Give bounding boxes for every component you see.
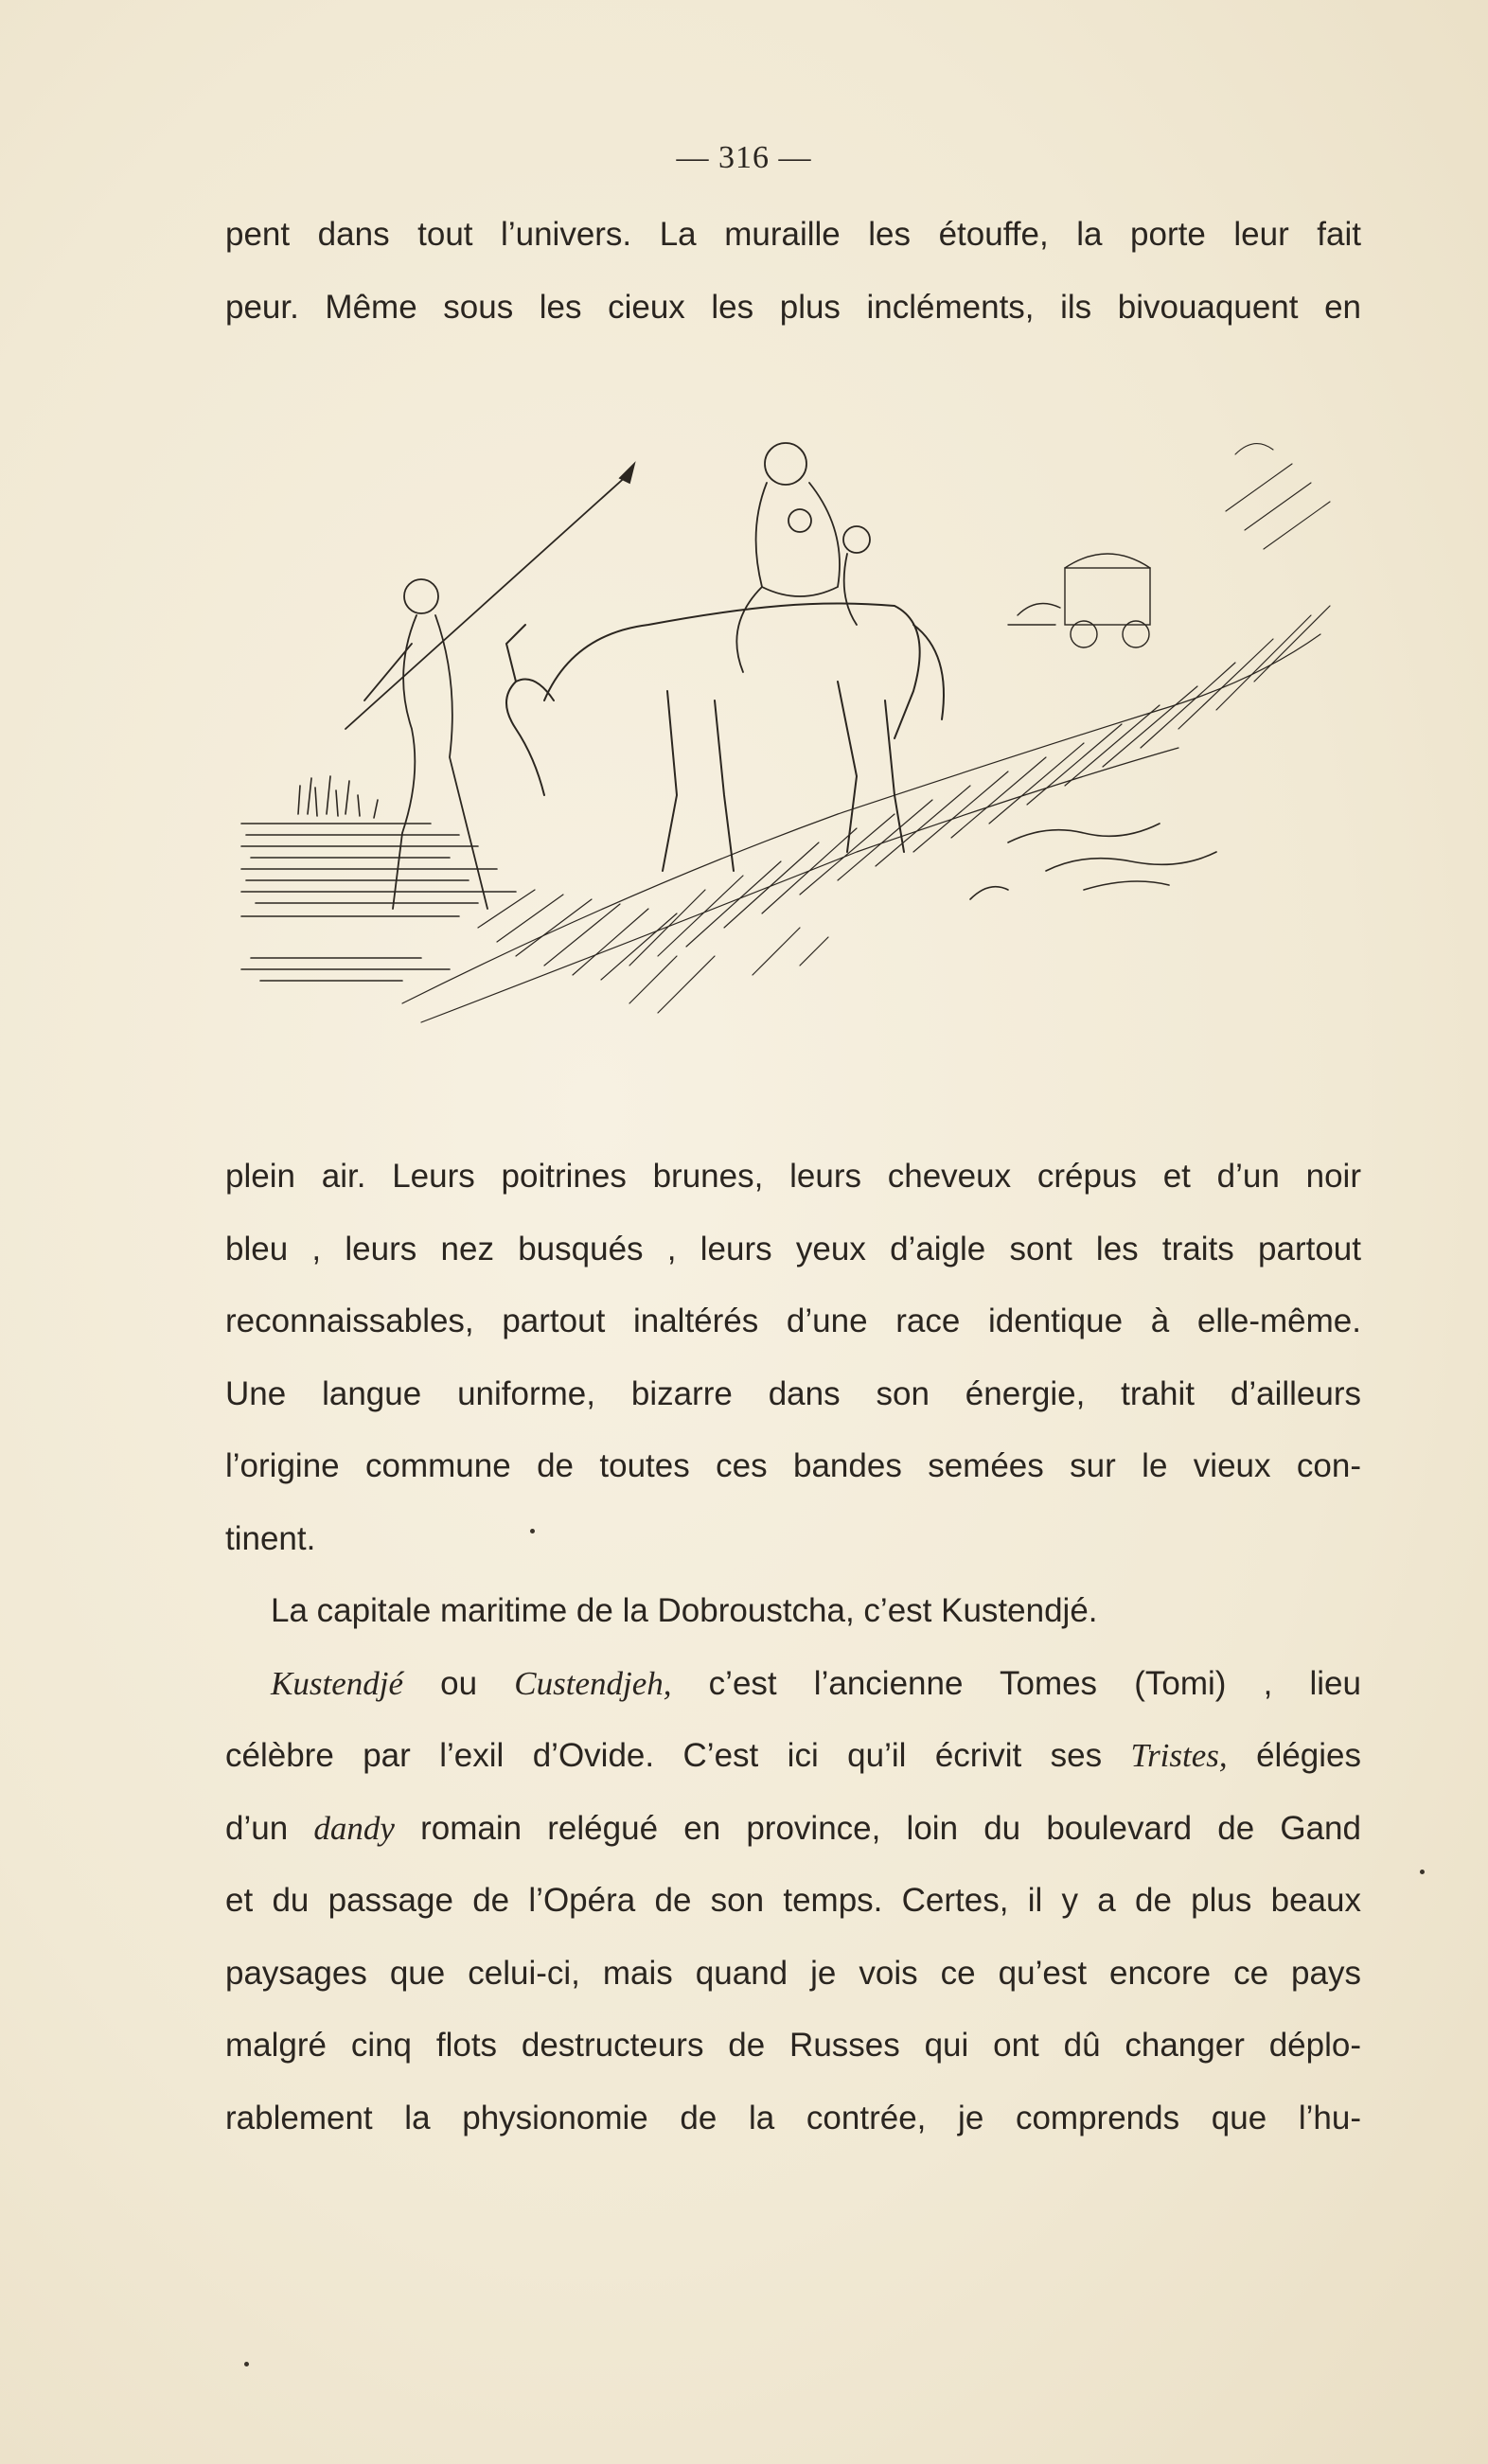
italic-word: Custendjeh, bbox=[514, 1664, 672, 1702]
text-fragment: c’est l’ancienne Tomes (Tomi) , lieu bbox=[671, 1664, 1361, 1702]
hill-hatching bbox=[402, 606, 1330, 1022]
text-line: l’origine commune de toutes ces bandes semées sur le vieux con- bbox=[225, 1447, 1361, 1484]
text-fragment: élégies bbox=[1227, 1737, 1362, 1774]
text-line: reconnaissables, partout inaltérés d’une race identique à elle-même. bbox=[225, 1303, 1361, 1339]
reeds bbox=[298, 776, 378, 818]
ink-speck bbox=[1420, 1870, 1425, 1874]
page-number: — 316 — bbox=[676, 140, 812, 175]
text-line: La capitale maritime de la Dobroustcha, c’est Kustendjé. bbox=[271, 1592, 1098, 1629]
text-line: tinent. bbox=[225, 1519, 316, 1557]
italic-word: dandy bbox=[313, 1809, 395, 1847]
engraving-illustration bbox=[232, 398, 1368, 1060]
text-line: rablement la physionomie de la contrée, je comprends que l’hu- bbox=[225, 2099, 1361, 2136]
text-line: paysages que celui-ci, mais quand je vois ce qu’est encore ce pays bbox=[225, 1954, 1361, 1992]
italic-word: Tristes, bbox=[1130, 1737, 1228, 1774]
text-fragment: d’un bbox=[225, 1809, 314, 1847]
sky-hatching bbox=[1226, 444, 1330, 549]
text-line: pent dans tout l’univers. La muraille les étouffe, la porte leur fait bbox=[225, 216, 1361, 253]
man-with-spear bbox=[345, 464, 634, 909]
text-line: bleu , leurs nez busqués , leurs yeux d’aigle sont les traits partout bbox=[225, 1230, 1361, 1267]
ground-curves bbox=[970, 824, 1216, 899]
text-line: peur. Même sous les cieux les plus incléments, ils bivouaquent en bbox=[225, 288, 1361, 326]
text-line bbox=[225, 1793, 1361, 1866]
text-line: et du passage de l’Opéra de son temps. Certes, il y a de plus beaux bbox=[225, 1882, 1361, 1919]
text-line: plein air. Leurs poitrines brunes, leurs cheveux crépus et d’un noir bbox=[225, 1158, 1361, 1195]
rider bbox=[736, 443, 870, 672]
text-fragment: ou bbox=[402, 1664, 515, 1702]
text-line: malgré cinq flots destructeurs de Russes qui ont dû changer déplo- bbox=[225, 2027, 1361, 2064]
italic-word: Kustendjé bbox=[271, 1664, 403, 1702]
text-fragment: célèbre par l’exil d’Ovide. C’est ici qu’il écrivit ses bbox=[225, 1737, 1131, 1774]
text-line bbox=[225, 1720, 1361, 1793]
ink-speck bbox=[530, 1529, 535, 1533]
text-block-top bbox=[225, 199, 1361, 344]
wagon bbox=[1008, 554, 1150, 647]
text-fragment: romain relégué en province, loin du boulevard de Gand bbox=[394, 1809, 1361, 1847]
water-lines bbox=[241, 824, 516, 981]
text-line: Une langue uniforme, bizarre dans son énergie, trahit d’ailleurs bbox=[225, 1374, 1361, 1412]
text-line-kustendje bbox=[225, 1648, 1361, 1721]
ink-speck bbox=[244, 2362, 249, 2367]
text-block-bottom bbox=[225, 1141, 1361, 2154]
horse bbox=[506, 604, 944, 872]
